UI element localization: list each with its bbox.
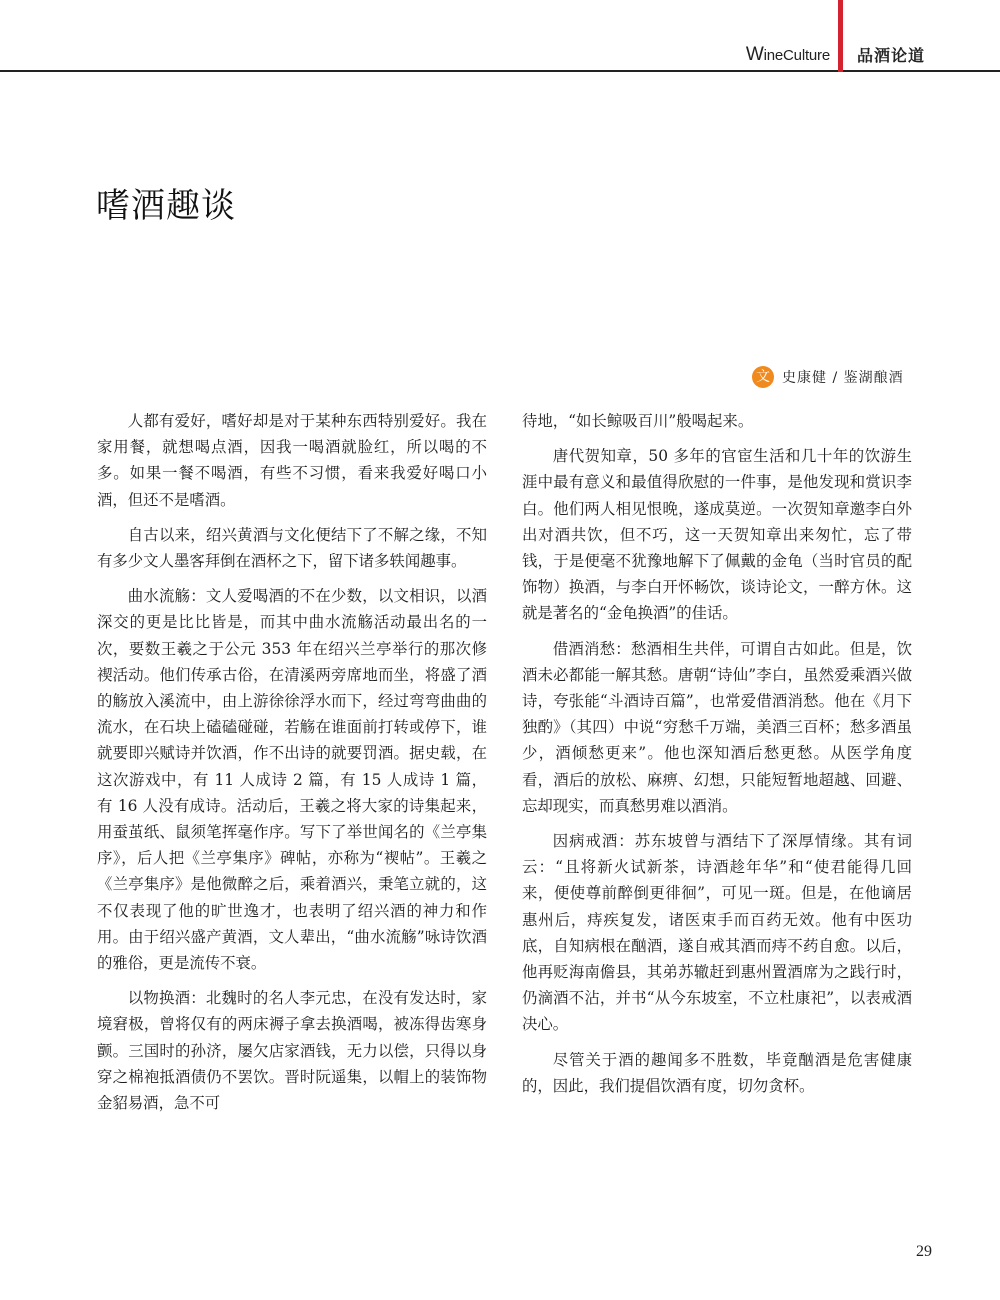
page-number: 29 (916, 1243, 932, 1260)
article-title: 嗜酒趣谈 (96, 186, 236, 226)
paragraph: 曲水流觞：文人爱喝酒的不在少数，以文相识，以酒深交的更是比比皆是，而其中曲水流觞活动最出名的一次，要数王羲之于公元 353 年在绍兴兰亭举行的那次修禊活动。他们传承古俗，在清溪两旁席地而坐，将盛了酒的觞放入溪流中，由上游徐徐浮水而下，经过弯弯曲曲的流水，在石块上磕磕碰碰，若觞在谁面前打转或停下，谁就要即兴赋诗并饮酒，作不出诗的就要罚酒。据史载，在这次游戏中，有 11 人成诗 2 篇，有 15 人成诗 1 篇，有 16 人没有成诗。活动后，王羲之将大家的诗集起来，用蚕茧纸、鼠须笔挥毫作序。写下了举世闻名的《兰亭集序》，后人把《兰亭集序》碑帖，亦称为“褉帖”。王羲之《兰亭集序》是他微醉之后，乘着酒兴，秉笔立就的，这不仅表现了他的旷世逸才，也表明了绍兴酒的神力和作用。由于绍兴盛产黄酒，文人辈出，“曲水流觞”咏诗饮酒的雅俗，更是流传不衰。 (97, 587, 487, 973)
paragraph: 借酒消愁：愁酒相生共伴，可谓自古如此。但是，饮酒未必都能一解其愁。唐朝“诗仙”李白，虽然爱乘酒兴做诗，夸张能“斗酒诗百篇”，也常爱借酒消愁。他在《月下独酌》（其四）中说“穷愁千万端，美酒三百杯；愁多酒虽少，酒倾愁更来”。他也深知酒后愁更愁。从医学角度看，酒后的放松、麻痹、幻想，只能短暂地超越、回避、忘却现实，而真愁男难以酒消。 (522, 639, 912, 815)
article-column-left (97, 408, 487, 1125)
paragraph: 尽管关于酒的趣闻多不胜数，毕竟酗酒是危害健康的，因此，我们提倡饮酒有度，切勿贪杯。 (522, 1050, 912, 1095)
section-label-en-rest: ineCulture (763, 47, 830, 64)
paragraph: 人都有爱好，嗜好却是对于某种东西特别爱好。我在家用餐，就想喝点酒，因我一喝酒就脸红，所以喝的不多。如果一餐不喝酒，有些不习惯，看来我爱好喝口小酒，但还不是嗜酒。 (97, 412, 487, 509)
article-column-right (522, 408, 912, 1108)
byline-author: 史康健 / 鉴湖酿酒 (782, 370, 904, 386)
paragraph: 以物换酒：北魏时的名人李元忠，在没有发达时，家境窘极，曾将仅有的两床褥子拿去换酒喝，被冻得齿寒身颤。三国时的孙济，屡欠店家酒钱，无力以偿，只得以身穿之棉袍抵酒债仍不罢饮。晋时阮遥集，以帽上的装饰物金貂易酒，急不可 (97, 989, 487, 1113)
paragraph-continuation: 待地，“如长鲸吸百川”般喝起来。 (522, 412, 754, 430)
byline (752, 366, 904, 388)
section-label-en-initial: W (745, 44, 764, 65)
byline-badge-icon: 文 (752, 366, 774, 388)
paragraph: 因病戒酒：苏东坡曾与酒结下了深厚情缘。其有词云：“且将新火试新茶，诗酒趁年华”和“使君能得几回来，便使尊前醉倒更徘徊”，可见一斑。但是，在他谪居惠州后，痔疾复发，诸医束手而百药无效。他有中医功底，自知病根在酗酒，遂自戒其酒而痔不药自愈。以后，他再贬海南儋县，其弟苏辙赶到惠州置酒席为之践行时，仍滴酒不沾，并书“从今东坡室，不立杜康祀”，以表戒酒决心。 (522, 832, 912, 1034)
section-label-en (700, 44, 830, 66)
paragraph: 自古以来，绍兴黄酒与文化便结下了不解之缘，不知有多少文人墨客拜倒在酒杯之下，留下诸多轶闻趣事。 (97, 525, 487, 571)
header-rule (0, 70, 1000, 72)
paragraph: 唐代贺知章，50 多年的官宦生活和几十年的饮游生涯中最有意义和最值得欣慰的一件事，是他发现和赏识李白。他们两人相见恨晚，遂成莫逆。一次贺知章邀李白外出对酒共饮，但不巧，这一天贺知章出来匆忙，忘了带钱，于是便毫不犹豫地解下了佩戴的金龟（当时官员的配饰物）换酒，与李白开怀畅饮，谈诗论文，一醉方休。这就是著名的“金龟换酒”的佳话。 (522, 447, 912, 623)
section-label-cn: 品酒论道 (857, 46, 926, 65)
header-accent-bar (838, 0, 843, 72)
